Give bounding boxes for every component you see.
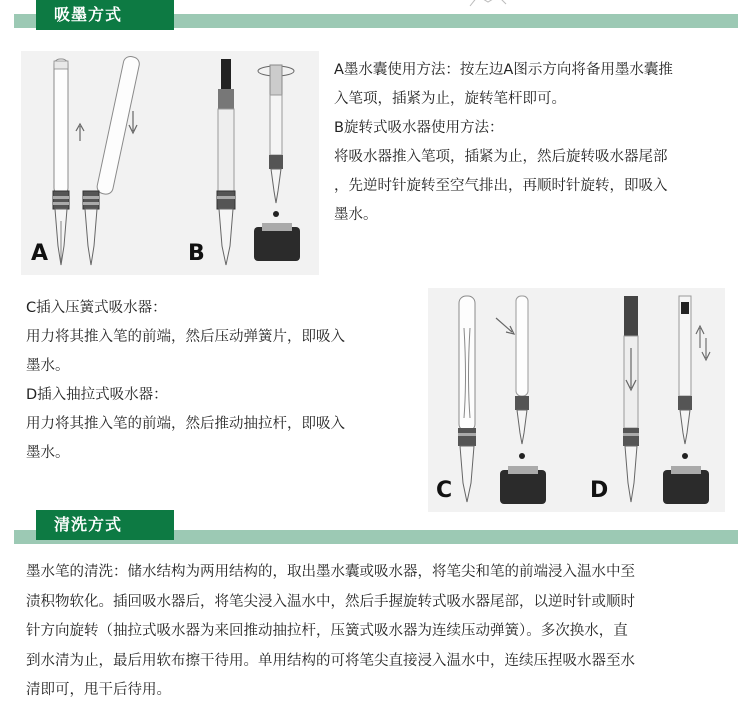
figure-label-c: C [436,478,453,503]
method-d-line: 用力将其推入笔的前端，然后推动抽拉杆，即吸入 [26,416,345,432]
method-d-title: D插入抽拉式吸水器： [26,387,168,403]
pen-d-piston [623,296,639,502]
method-c-title: C插入压簧式吸水器： [26,300,167,316]
cleaning-line: 渍积物软化。插回吸水器后，将笔尖浸入温水中，然后手握旋转式吸水器尾部，以逆时针或顺时 [26,593,635,610]
pen-d-filling [663,296,710,504]
method-b-line: ，先逆时针旋转至空气排出，再顺时针旋转，即吸入 [334,178,668,194]
method-c-line: 用力将其推入笔的前端，然后压动弹簧片，即吸入 [26,329,345,345]
figure-label-d: D [590,478,609,503]
method-c-line: 墨水。 [26,358,70,374]
figure-cd [428,288,725,512]
pen-b-filling [254,65,300,261]
figure-label-b: B [188,241,205,266]
cleaning-line: 针方向旋转（抽拉式吸水器为来回推动抽拉杆，压簧式吸水器为连续压动弹簧）。多次换水，直 [26,623,628,639]
cleaning-line: 墨水笔的清洗：储水结构为两用结构的，取出墨水囊或吸水器，将笔尖和笔的前端浸入温水中至 [26,564,635,580]
section-title-clean: 清洗方式 [36,510,174,540]
method-cd-text [26,294,345,468]
pen-a-barrel [96,55,141,195]
pen-a-cap [53,59,69,265]
method-b-title: B旋转式吸水器使用方法： [334,120,504,136]
cleaning-line: 到水清为止，最后用软布擦干待用。单用结构的可将笔尖直接浸入温水中，连续压捏吸水器至水 [26,652,635,669]
section-header-clean [14,510,738,536]
pen-b-converter [217,59,235,265]
section-header-fill [14,0,738,26]
pen-illustration-ab [21,51,319,275]
method-d-line: 墨水。 [26,445,70,461]
section-title-fill: 吸墨方式 [36,0,174,30]
method-ab-text [334,56,673,230]
pen-illustration-cd [428,288,725,512]
cleaning-paragraph [26,558,730,706]
pen-c-filling [496,296,546,504]
cleaning-line: 清即可，甩干后待用。 [26,682,171,698]
method-b-line: 将吸水器推入笔项，插紧为止，然后旋转吸水器尾部 [334,149,668,165]
method-a-title: A墨水囊使用方法：按左边A图示方向将备用墨水囊推 [334,62,673,78]
figure-label-a: A [31,241,49,266]
pen-a-section [83,191,99,265]
pen-c-squeeze [458,296,476,502]
figure-ab [21,51,319,275]
method-b-line: 墨水。 [334,207,378,223]
method-a-line: 入笔项，插紧为止，旋转笔杆即可。 [334,91,566,107]
